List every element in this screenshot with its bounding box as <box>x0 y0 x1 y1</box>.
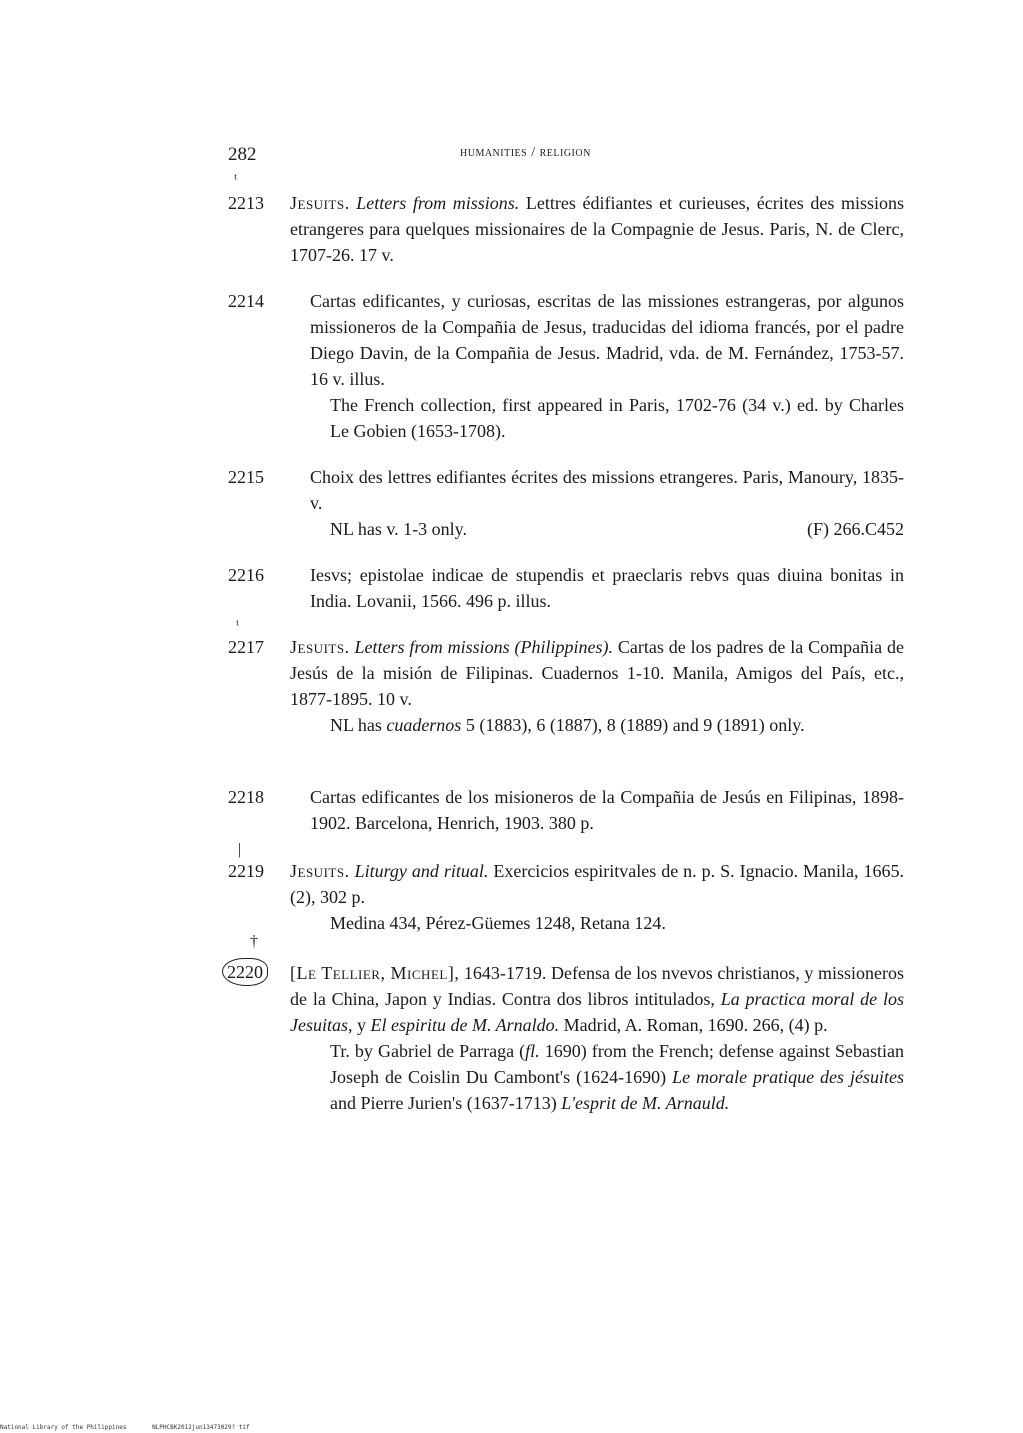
entry-description: Cartas edificantes de los misioneros de la Compañia de Jesús en Filipinas, 1898-1902. Barcelona, Henrich, 1903. 380 p. <box>310 787 904 833</box>
entry-note <box>330 712 904 738</box>
entry-series: Letters from missions. <box>356 193 520 213</box>
entry-text <box>290 960 904 1038</box>
entry-2217 <box>228 617 908 738</box>
footer-library: National Library of the Philippines <box>0 1424 127 1431</box>
entry-title-2: El espiritu de M. Arnaldo. <box>370 1015 560 1035</box>
entry-description: Exercicios espiritvales de n. p. S. Ignacio. Manila, 1665. (2), 302 p. <box>290 861 905 907</box>
entry-title-1: La practica moral de los Jesuitas, <box>290 989 904 1035</box>
note-prefix: NL has <box>330 715 382 735</box>
note-part-b: 1690) from the French; defense against Sebastian Joseph de Coislin Du Cambont's (1624-1690) <box>330 1041 905 1087</box>
entry-series: Liturgy and ritual. <box>354 861 489 881</box>
note-fl: fl. <box>525 1041 540 1061</box>
entry-description: Cartas de los padres de la Compañia de Jesús de la misión de Filipinas. Cuadernos 1-10. Manila, Amigos del País, etc., 1877-1895. 10 v. <box>290 637 904 709</box>
scan-footer <box>0 1424 272 1431</box>
entry-2214 <box>228 288 908 444</box>
entry-description: Choix des lettres edifiantes écrites des missions etrangeres. Paris, Manoury, 1835- v. <box>310 467 904 513</box>
note-title-2: L'esprit de M. Arnauld. <box>561 1093 730 1113</box>
entry-2218 <box>228 784 908 836</box>
entry-description: Lettres édifiantes et curieuses, écrites des missions etrangeres para quelques missionaires de la Compagnie de Jesus. Paris, N. de Clerc, 1707-26. 17 v. <box>290 193 905 265</box>
entry-author: Jesuits. <box>290 193 350 213</box>
entry-description: Iesvs; epistolae indicae de stupendis et praeclaris rebvs quas diuina bonitas in India. Lovanii, 1566. 496 p. illus. <box>310 565 904 611</box>
entry-note-row <box>330 516 904 542</box>
note-part-c: and Pierre Jurien's (1637-1713) <box>330 1093 557 1113</box>
entry-number: 2213 <box>228 193 264 213</box>
entry-number: 2217 <box>228 637 264 657</box>
entry-note: NL has v. 1-3 only. <box>330 519 467 539</box>
entry-number: 2219 <box>228 861 264 881</box>
entry-imprint: Madrid, A. Roman, 1690. 266, (4) p. <box>563 1015 828 1035</box>
entry-author: [Le Tellier, Michel], <box>290 963 460 983</box>
entry-2219 <box>228 841 908 936</box>
entry-2215 <box>228 464 908 542</box>
entry-note: Medina 434, Pérez-Güemes 1248, Retana 124. <box>330 913 666 933</box>
entry-2216 <box>228 562 908 614</box>
entry-series: Letters from missions (Philippines). <box>354 637 613 657</box>
entry-number: 2218 <box>228 787 264 807</box>
entry-number-circled: 2220 <box>222 958 268 986</box>
entry-description: 1643-1719. Defensa de los nvevos christianos, y missioneros de la China, Japon y Indias. Contra dos libros intitulados, <box>290 963 905 1009</box>
entry-number: 2215 <box>228 467 264 487</box>
entry-2220 <box>227 933 908 1116</box>
entry-text <box>290 634 904 712</box>
note-part-a: Tr. by Gabriel de Parraga ( <box>330 1041 526 1061</box>
footer-file-id: NLPHCBK2012jun13473029? tif <box>152 1424 250 1431</box>
check-mark-icon: | <box>238 841 242 858</box>
entry-connector: y <box>357 1015 366 1035</box>
entry-note <box>330 1038 904 1116</box>
note-italic: cuadernos <box>386 715 462 735</box>
entry-author: Jesuits. <box>290 637 350 657</box>
running-head: humanities / religion <box>460 145 591 160</box>
call-number: (F) 266.C452 <box>806 519 904 539</box>
check-mark-icon: ᵗ <box>234 171 238 188</box>
entry-text <box>290 858 904 910</box>
note-title-1: Le morale pratique des jésuites <box>672 1067 904 1087</box>
entry-number: 2214 <box>228 291 264 311</box>
note-rest: 5 (1883), 6 (1887), 8 (1889) and 9 (1891) only. <box>465 715 805 735</box>
entry-text <box>290 190 904 268</box>
entry-2213 <box>228 171 908 268</box>
check-mark-icon: ᵗ <box>236 617 240 634</box>
entry-note: The French collection, first appeared in Paris, 1702-76 (34 v.) ed. by Charles Le Gobien (1653-1708). <box>330 395 904 441</box>
entry-author: Jesuits. <box>290 861 350 881</box>
check-mark-icon: † <box>250 933 258 950</box>
entry-description: Cartas edificantes, y curiosas, escritas de las missiones estrangeras, por algunos missioneros de la Compañia de Jesus, traducidas del idioma francés, por el padre Diego Davin, de la Compañia de Jesus. Madrid, vda. de M. Fernández, 1753-57. 16 v. illus. <box>310 291 904 389</box>
entry-number: 2216 <box>228 565 264 585</box>
page-number: 282 <box>228 144 257 165</box>
